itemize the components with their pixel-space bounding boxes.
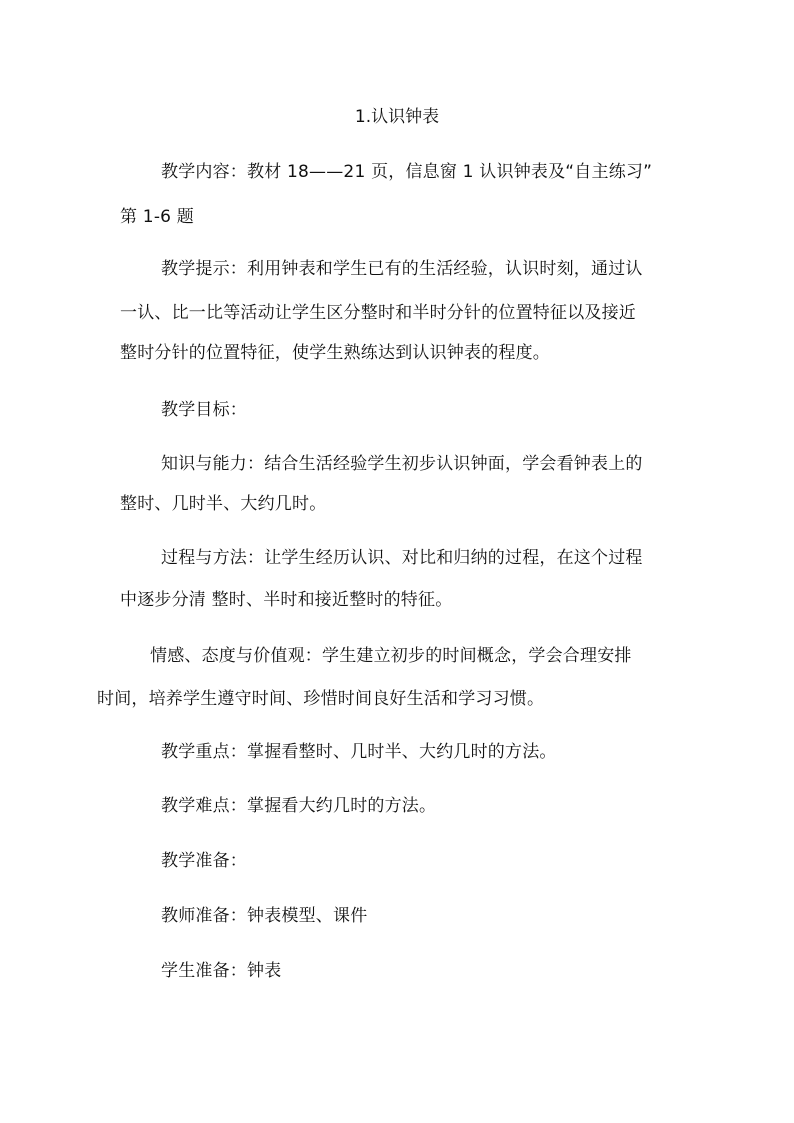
teaching-content-line-2: 第 1-6 题 (120, 207, 194, 227)
knowledge-ability-line-1: 知识与能力：结合生活经验学生初步认识钟面，学会看钟表上的 (161, 454, 643, 474)
student-preparation: 学生准备：钟表 (161, 961, 282, 981)
teaching-hint-line-1: 教学提示：利用钟表和学生已有的生活经验，认识时刻，通过认 (161, 259, 643, 279)
emotion-values-line-1: 情感、态度与价值观：学生建立初步的时间概念，学会合理安排 (150, 646, 632, 666)
knowledge-ability-line-2: 整时、几时半、大约几时。 (120, 494, 327, 514)
teaching-content-line-1: 教学内容：教材 18——21 页，信息窗 1 认识钟表及“自主练习” (161, 162, 653, 182)
emotion-values-line-2: 时间，培养学生遵守时间、珍惜时间良好生活和学习习惯。 (97, 689, 545, 709)
teaching-hint-line-3: 整时分针的位置特征，使学生熟练达到认识钟表的程度。 (120, 343, 550, 363)
preparation-heading: 教学准备： (161, 851, 247, 871)
page-title: 1.认识钟表 (354, 107, 440, 127)
process-method-line-1: 过程与方法：让学生经历认识、对比和归纳的过程，在这个过程 (161, 548, 643, 568)
teacher-preparation: 教师准备：钟表模型、课件 (161, 906, 368, 926)
process-method-line-2: 中逐步分清 整时、半时和接近整时的特征。 (120, 590, 453, 610)
teaching-hint-line-2: 一认、比一比等活动让学生区分整时和半时分针的位置特征以及接近 (120, 303, 636, 323)
teaching-goals-heading: 教学目标： (161, 400, 247, 420)
key-point: 教学重点：掌握看整时、几时半、大约几时的方法。 (161, 742, 557, 762)
difficulty-point: 教学难点：掌握看大约几时的方法。 (161, 796, 437, 816)
